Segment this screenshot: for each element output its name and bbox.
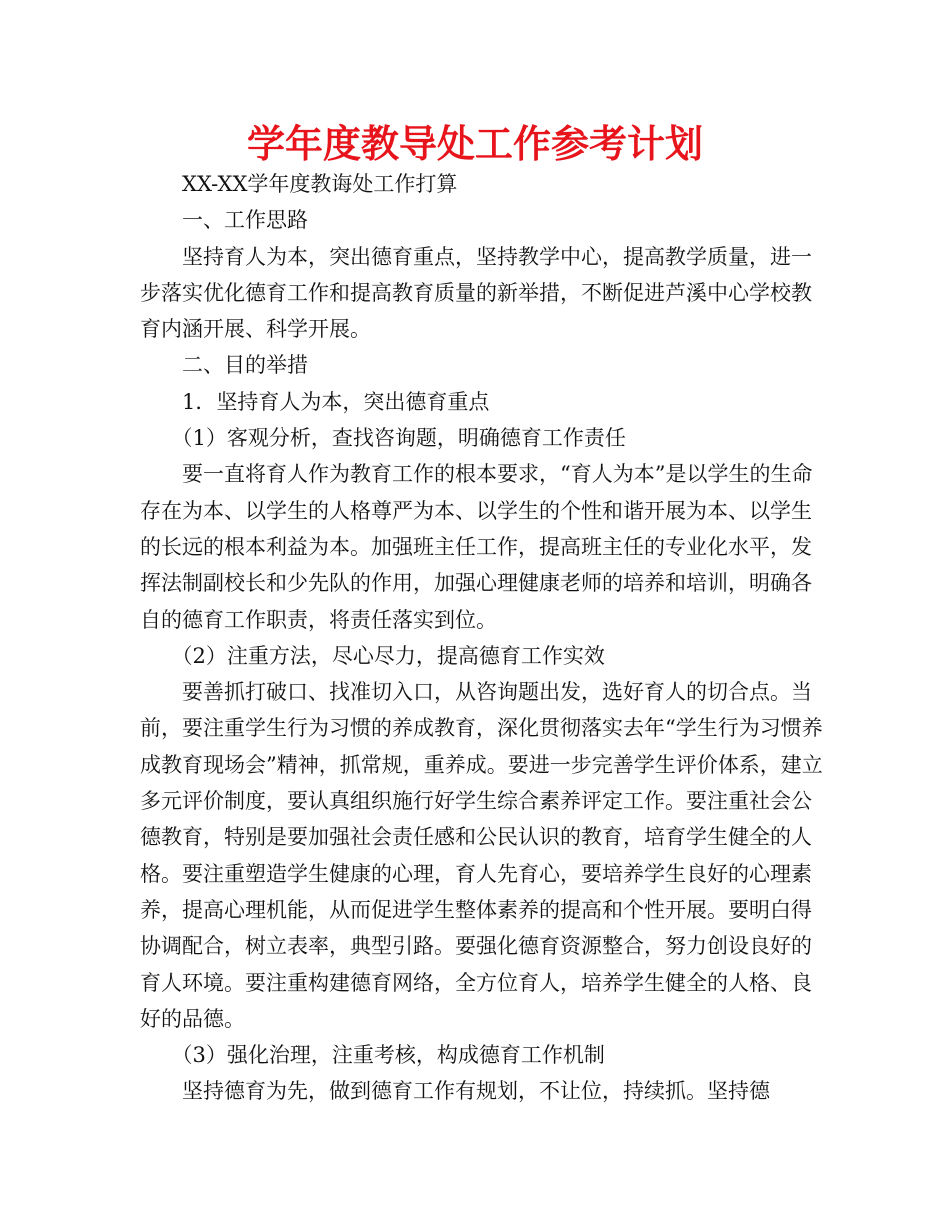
section-heading-goals-measures: 二、目的举措	[182, 353, 308, 378]
paragraph-1-2: 要善抓打破口、找准切入口，从咨询题出发，选好育人的切合点。当前，要注重学生行为习惯的养成教育，深化贯彻落实去年“学生行为习惯养成教育现场会”精神，抓常规，重养成。要进一步完善学生评价体系，建立多元评价制度，要认真组织施行好学生综合素养评定工作。要注重社会公德教育，特别是要加强社会责任感和公民认识的教育，培育学生健全的人格。要注重塑造学生健康的心理，育人先育心，要培养学生良好的心理素养，提高心理机能，从而促进学生整体素养的提高和个性开展。要明白得协调配合，树立表率，典型引路。要强化德育资源整合，努力创设良好的育人环境。要注重构建德育网络，全方位育人，培养学生健全的人格、良好的品德。	[140, 680, 823, 1031]
paragraph-1-1: 要一直将育人作为教育工作的根本要求，“育人为本”是以学生的生命存在为本、以学生的人格尊严为本、以学生的个性和谐开展为本、以学生的长远的根本利益为本。加强班主任工作，提高班主任的专业化水平，发挥法制副校长和少先队的作用，加强心理健康老师的培养和培训，明确各自的德育工作职责，将责任落实到位。	[140, 462, 813, 632]
section-heading-work-ideas: 一、工作思路	[182, 208, 308, 233]
subheading-1-3: （3）强化治理，注重考核，构成德育工作机制	[171, 1043, 605, 1068]
subheading-1: 1．坚持育人为本，突出德育重点	[182, 389, 490, 414]
paragraph-1-3: 坚持德育为先，做到德育工作有规划，不让位，持续抓。坚持德	[182, 1079, 770, 1104]
subheading-1-2: （2）注重方法，尽心尽力，提高德育工作实效	[171, 643, 605, 668]
document-body	[140, 166, 830, 1110]
document-title: 学年度教导处工作参考计划	[246, 122, 703, 166]
paragraph-plan-heading: XX-XX学年度教诲处工作打算	[182, 172, 458, 196]
paragraph-work-ideas: 坚持育人为本，突出德育重点，坚持教学中心，提高教学质量，进一步落实优化德育工作和提高教育质量的新举措，不断促进芦溪中心学校教育内涵开展、科学开展。	[140, 244, 812, 342]
subheading-1-1: （1）客观分析，查找咨询题，明确德育工作责任	[171, 426, 626, 451]
